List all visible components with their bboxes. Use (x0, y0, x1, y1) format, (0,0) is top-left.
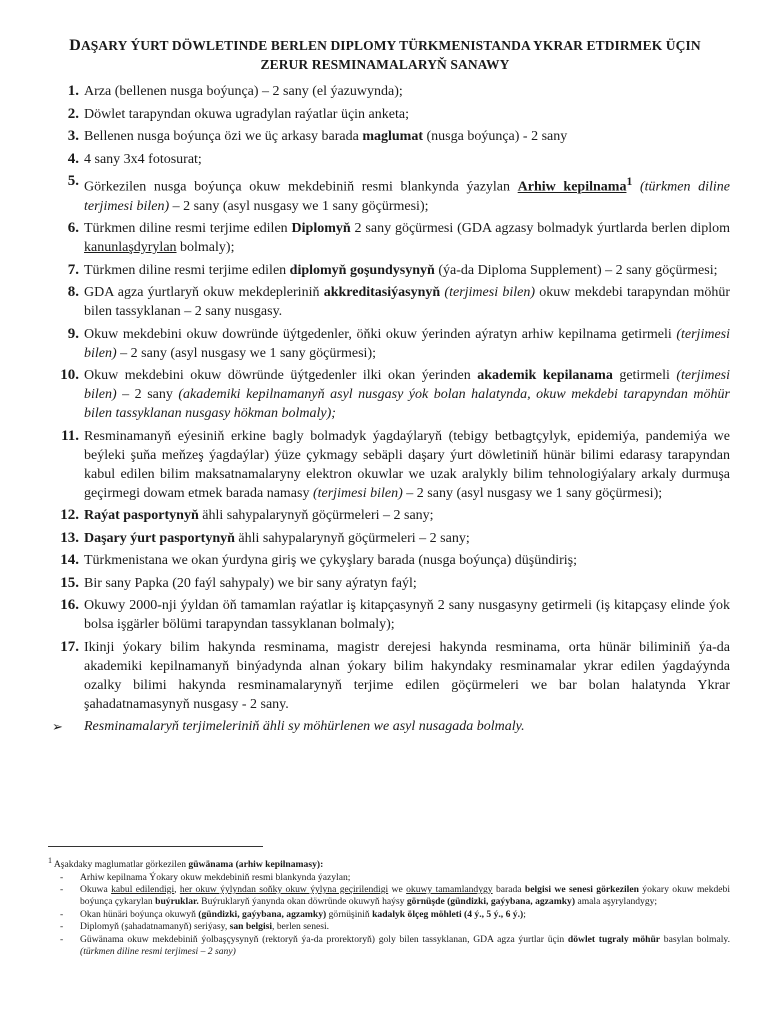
item-italic-note: (akademiki kepilnamanyň asyl nusgasy ýok bolan halatynda, okuw mekdebi tarapyndan möhür bilen tassyklanan nusgasy hökman bolmaly); (84, 387, 730, 422)
item-text: Bir sany Papka (20 faýl sahypaly) we bir sany aýratyn faýl; (84, 575, 417, 591)
footnote-text: basylan bolmaly. (660, 933, 731, 945)
footnote (48, 855, 730, 958)
footnote-intro-bold: güwänama (arhiw kepilnamasy): (188, 859, 324, 871)
item-text: getirmeli (612, 368, 677, 384)
list-item-9 (48, 325, 730, 363)
footnote-underlined: her okuw ýylyndan soňky okuw ýylyna geçirilendigi (179, 884, 389, 895)
item-number: 3. (67, 128, 79, 144)
list-item-12 (48, 506, 730, 525)
list-item-13 (48, 529, 730, 548)
title-line-2: ZERUR RESMINAMALARYŇ SANAWY (260, 57, 510, 72)
footnote-line-3 (48, 909, 730, 921)
item-bold: Diplomyň (291, 221, 351, 237)
footnote-bold: san belgisi (229, 921, 273, 933)
footnote-italic: (türkmen diline resmi terjimesi – 2 sany) (80, 946, 236, 958)
footnote-reference[interactable]: 1 (626, 175, 633, 188)
item-text: – 2 sany (116, 387, 179, 403)
list-item-2 (48, 105, 730, 124)
item-text: (nusga boýunça) - 2 sany (423, 129, 568, 144)
list-item-8 (48, 283, 730, 321)
list-item-1 (48, 82, 730, 101)
item-italic: (terjimesi bilen) (444, 285, 535, 301)
item-number: 5. (67, 173, 79, 189)
item-text: Türkmenistana we okan ýurdyna giriş we çykyşlary barada (nusga boýunça) düşündiriş; (84, 553, 577, 569)
item-text: – 2 sany (asyl nusgasy we 1 sany göçürmesi); (116, 345, 376, 361)
list-item-16 (48, 596, 730, 634)
item-number: 4. (67, 150, 79, 167)
footnote-text: Okuwa (80, 884, 112, 895)
item-number: 2. (67, 105, 79, 122)
list-item-10 (48, 366, 730, 423)
item-bold: akademik kepilanama (477, 368, 613, 384)
footnote-text: Güwänama okuw mekdebiniň ýolbaşçysynyň (rektoryň ýa-da prorektoryň) goly bilen tassyklanan, GDA agza ýurtlar üçin (80, 933, 568, 945)
dash-bullet: - (60, 933, 64, 945)
item-number: 10. (60, 367, 79, 384)
item-number: 9. (67, 325, 79, 342)
list-item-7 (48, 261, 730, 280)
footnote-bold: (gündizki, gaýybana, agzamky) (198, 908, 327, 920)
item-text: Resminamanyň eýesiniň erkine bagly bolmadyk ýagdaýlaryň (tebigy betbagtçylyk, epidemiýa, pandemiýa we beýleki şuňa meňzeş ýagdaýlar) ýüze çykmagy sebäpli daşary ýurt döwletiniň hünär bilimi edarasy tarapyndan kabul edilen bilim maksatnamalaryny elektron okuwlar we uzak aralykly bilim tehnologiýalary arkaly durmuşa geçirmegi dowam etmek barada namasy (84, 428, 730, 501)
page-title (40, 36, 730, 74)
dash-bullet: - (60, 871, 64, 883)
item-number: 15. (60, 574, 79, 591)
item-text: Arza (bellenen nusga boýunça) – 2 sany (el ýazuwynda); (84, 84, 403, 99)
item-italic: (terjimesi bilen) (84, 368, 731, 403)
footnote-text: Arhiw kepilnama Ýokary okuw mekdebiniň resmi blankynda ýazylan; (80, 871, 351, 883)
item-number: 8. (67, 284, 79, 301)
item-text: okuw mekdebi tarapyndan möhür bilen tassyklanan – 2 sany nusgasy. (84, 285, 731, 320)
footnote-text: amala aşyrylandygy; (575, 896, 658, 908)
footnote-bold: belgisi we senesi görkezilen (524, 884, 639, 895)
footnote-text: we (388, 884, 407, 895)
footnote-bold: kadalyk ölçeg möhleti (4 ý., 5 ý., 6 ý.) (372, 908, 524, 920)
item-text: – 2 sany (asyl nusgasy we 1 sany göçürmesi); (169, 198, 429, 214)
item-bold: Daşary ýurt pasportynyň (84, 530, 235, 546)
item-bold: diplomyň goşundysynyň (289, 262, 435, 278)
item-number: 16. (60, 597, 79, 614)
item-text: Döwlet tarapyndan okuwa ugradylan raýatlar üçin anketa; (84, 106, 409, 122)
dash-bullet: - (60, 908, 64, 920)
footnote-line-4 (48, 921, 730, 933)
title-line-1 (40, 36, 730, 55)
item-bold: maglumat (362, 129, 424, 144)
item-text: Türkmen diline resmi terjime edilen (84, 221, 292, 237)
list-item-17 (48, 638, 730, 714)
item-number: 17. (60, 638, 79, 655)
list-item-11 (48, 427, 730, 503)
title-line-1-text: AŞARY ÝURT DÖWLETINDE BERLEN DIPLOMY TÜRKMENISTANDA YKRAR ETDIRMEK ÜÇIN (80, 38, 701, 53)
item-number: 13. (60, 529, 79, 546)
item-number: 11. (61, 427, 79, 444)
item-text: ähli sahypalarynyň göçürmeleri – 2 sany; (234, 530, 470, 546)
item-text: Okuwy 2000-nji ýyldan öň tamamlan raýatlar iş kitapçasynyň 2 sany nusgasyny getirmeli (iş kitapçasy elinde ýok bolsa işgärler bölümi tarapyndan tassyklanan bolmaly); (84, 598, 730, 633)
footnote-bold: görnüşde (gündizki, gaýybana, agzamky) (406, 896, 576, 908)
arrow-bullet-icon: ➢ (52, 719, 63, 735)
item-text: Okuw mekdebini okuw dowründe üýtgedenler, öňki okuw ýerinden aýratyn arhiw kepilnama getirmeli (84, 326, 677, 342)
footnote-text: ýokary okuw mekdebi boýunça çykarylan (80, 884, 731, 908)
item-italic: (terjimesi bilen) (312, 485, 403, 501)
item-number: 12. (60, 507, 79, 524)
footnote-underlined: kabul edilendigi (111, 884, 175, 895)
list-item-15 (48, 574, 730, 593)
footnote-separator (48, 846, 263, 847)
footnote-text: , berlen senesi. (272, 921, 330, 933)
item-text: Ikinji ýokary bilim hakynda resminama, magistr derejesi hakynda resminama, orta hünär biliminiň ýa-da akademiki kepilnamanyň binýadynda alnan ýokary bilim hakyndaky resminamalar ykrar edilen ýagdaýynda ozalky bilimi hakynda resminamalarynyň terjime edilen göçürmeleri we bar bolan halatynda Ykrar şahadatnamasynyň nusgasy - 2 sany. (84, 639, 730, 712)
item-text: bolmaly); (176, 240, 235, 256)
item-text: (ýa-da Diploma Supplement) – 2 sany göçürmesi; (434, 262, 718, 278)
footnote-marker: 1 (48, 856, 52, 865)
item-number: 14. (60, 552, 79, 569)
dash-bullet: - (60, 884, 64, 895)
item-underlined: kanunlaşdyrylan (84, 240, 177, 256)
footnote-underlined: okuwy tamamlandygy (406, 884, 493, 895)
arrow-note-text: Resminamalaryň terjimeleriniň ähli sy möhürlenen we asyl nusagada bolmaly. (84, 719, 525, 735)
title-initial: D (69, 37, 81, 54)
item-number: 7. (67, 261, 79, 278)
item-text: Görkezilen nusga boýunça okuw mekdebiniň resmi blankynda ýazylan (84, 179, 518, 195)
list-item-4 (48, 150, 730, 169)
item-text: ähli sahypalarynyň göçürmeleri – 2 sany; (198, 508, 434, 524)
item-bold: Raýat pasportynyň (84, 508, 199, 524)
requirements-list (48, 82, 730, 736)
list-item-6 (48, 219, 730, 257)
item-text: 2 sany göçürmesi (GDA agzasy bolmadyk ýurtlarda berlen diplom (350, 221, 730, 237)
item-number: 1. (67, 83, 79, 99)
footnote-text: Okan hünäri boýunça okuwyň (80, 908, 199, 920)
item-text: – 2 sany (asyl nusgasy we 1 sany göçürmesi); (402, 485, 663, 501)
item-italic: (terjimesi bilen) (84, 326, 730, 361)
list-item-14 (48, 551, 730, 570)
list-item-5 (48, 172, 730, 216)
footnote-line-5 (48, 934, 730, 959)
footnote-text: barada (492, 884, 525, 895)
footnote-intro (48, 855, 730, 872)
item-text: 4 sany 3x4 fotosurat; (84, 151, 202, 167)
dash-bullet: - (60, 921, 64, 933)
list-item-3 (48, 127, 730, 146)
item-text: Türkmen diline resmi terjime edilen (84, 262, 290, 278)
footnote-text: , (174, 884, 180, 895)
item-bold: akkreditasiýasynyň (323, 285, 441, 301)
footnote-text: Buýruklaryň ýanynda okan döwründe okuwyň haýsy (198, 896, 407, 908)
footnote-text: ; (523, 908, 526, 920)
footnote-intro-text: Aşakdaky maglumatlar görkezilen (52, 859, 189, 871)
footnote-bold: döwlet tugraly möhür (567, 933, 661, 945)
item-italic: (türkmen diline terjimesi bilen) (84, 179, 731, 214)
item-number: 6. (67, 220, 79, 237)
footnote-line-1 (48, 872, 730, 884)
footnote-line-2 (48, 884, 730, 909)
footnote-bold: buýruklar. (155, 896, 199, 908)
item-text: Okuw mekdebini okuw döwründe üýtgedenler ilki okan ýerinden (84, 368, 478, 384)
footnote-text: Diplomyň (şahadatnamanyň) seriýasy, (80, 921, 230, 933)
item-text: GDA agza ýurtlaryň okuw mekdepleriniň (84, 285, 324, 301)
footnote-text: görnüşiniň (326, 908, 373, 920)
item-bold: Arhiw kepilnama (517, 179, 627, 195)
item-text: Bellenen nusga boýunça özi we üç arkasy barada (84, 129, 363, 144)
arrow-note (48, 717, 730, 736)
